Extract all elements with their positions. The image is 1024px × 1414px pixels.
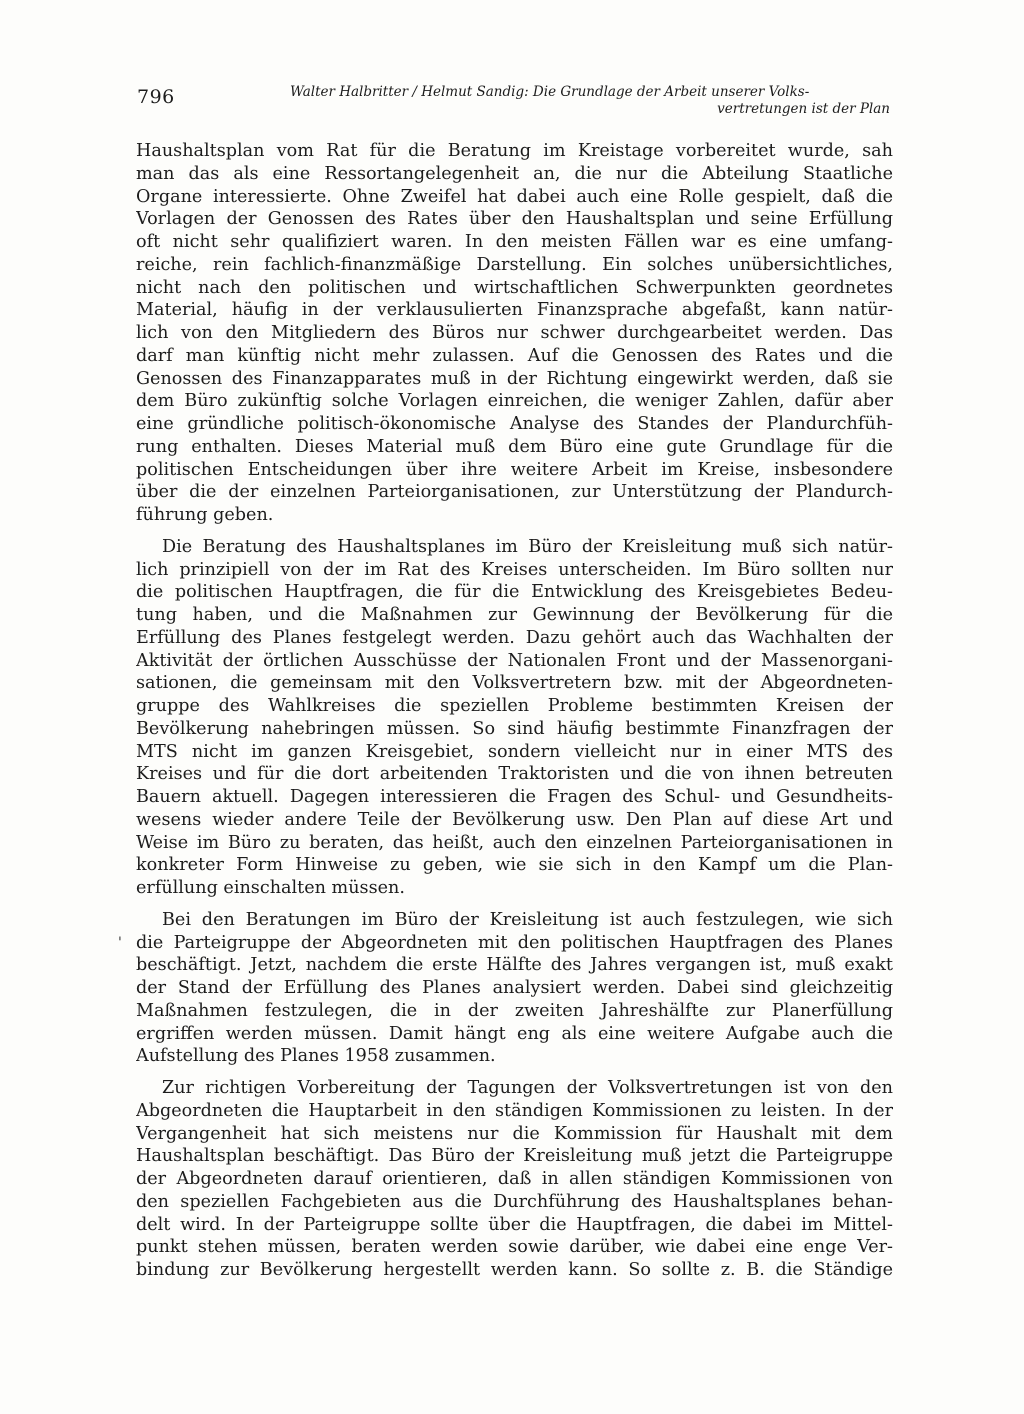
text-line: Kreises und für die dort arbeitenden Traktoristen und die von ihnen betreuten bbox=[136, 764, 893, 785]
text-line: ergriffen werden müssen. Damit hängt eng als eine weitere Aufgabe auch die bbox=[136, 1023, 893, 1044]
text-line: Die Beratung des Haushaltsplanes im Büro der Kreisleitung muß sich natür- bbox=[162, 536, 893, 557]
text-line: der Stand der Erfüllung des Planes analysiert werden. Dabei sind gleichzeitig bbox=[136, 978, 893, 998]
text-line: Zur richtigen Vorbereitung der Tagungen der Volksvertretungen ist von den bbox=[162, 1078, 893, 1098]
text-line: Weise im Büro zu beraten, das heißt, auch den einzelnen Parteiorganisationen in bbox=[136, 832, 893, 853]
text-line: Aufstellung des Planes 1958 zusammen. bbox=[136, 1046, 496, 1067]
paragraph-2 bbox=[136, 536, 893, 900]
text-line: eine gründliche politisch-ökonomische Analyse des Standes der Plandurchfüh- bbox=[136, 414, 893, 434]
paragraph-3 bbox=[136, 909, 893, 1068]
text-line: Bei den Beratungen im Büro der Kreisleitung ist auch festzulegen, wie sich bbox=[162, 909, 893, 930]
text-line: der Abgeordneten darauf orientieren, daß in allen ständigen Kommissionen von bbox=[136, 1169, 893, 1189]
text-line: Organe interessierte. Ohne Zweifel hat dabei auch eine Rolle gespielt, daß die bbox=[136, 186, 893, 207]
text-line: politischen Entscheidungen über ihre weitere Arbeit im Kreise, insbesondere bbox=[136, 459, 893, 480]
paragraph-4 bbox=[136, 1077, 893, 1282]
text-line: Haushaltsplan vom Rat für die Beratung im Kreistage vorbereitet wurde, sah bbox=[136, 141, 893, 161]
text-line: über die der einzelnen Parteiorganisationen, zur Unterstützung der Plandurch- bbox=[136, 482, 893, 503]
margin-mark: ' bbox=[118, 935, 122, 951]
text-line: den speziellen Fachgebieten aus die Durchführung des Haushaltsplanes behan- bbox=[136, 1191, 893, 1212]
text-line: Erfüllung des Planes festgelegt werden. Dazu gehört auch das Wachhalten der bbox=[136, 627, 893, 648]
paragraph-gap bbox=[136, 1068, 893, 1077]
text-line: punkt stehen müssen, beraten werden sowie darüber, wie dabei eine enge Ver- bbox=[136, 1237, 893, 1258]
text-line: oft nicht sehr qualifiziert waren. In den meisten Fällen war es eine umfang- bbox=[136, 232, 893, 252]
body-text bbox=[136, 140, 893, 1282]
text-line: beschäftigt. Jetzt, nachdem die erste Hälfte des Jahres vergangen ist, muß exakt bbox=[136, 955, 893, 976]
text-line: Genossen des Finanzapparates muß in der Richtung eingewirkt werden, daß sie bbox=[136, 368, 893, 389]
text-line: darf man künftig nicht mehr zulassen. Auf die Genossen des Rates und die bbox=[136, 345, 893, 366]
paragraph-gap bbox=[136, 900, 893, 909]
paragraph-gap bbox=[136, 527, 893, 536]
text-line: Abgeordneten die Hauptarbeit in den ständigen Kommissionen zu leisten. In der bbox=[136, 1100, 893, 1121]
text-line: Bauern aktuell. Dagegen interessieren die Fragen des Schul- und Gesundheits- bbox=[136, 787, 893, 807]
text-line: die Parteigruppe der Abgeordneten mit den politischen Hauptfragen des Planes bbox=[136, 932, 893, 953]
text-line: Haushaltsplan beschäftigt. Das Büro der Kreisleitung muß jetzt die Parteigruppe bbox=[136, 1146, 893, 1167]
text-line: sationen, die gemeinsam mit den Volksvertretern bzw. mit der Abgeordneten- bbox=[136, 673, 893, 694]
text-line: tung haben, und die Maßnahmen zur Gewinnung der Bevölkerung für die bbox=[136, 605, 893, 625]
text-line: Bevölkerung nahebringen müssen. So sind häufig bestimmte Finanzfragen der bbox=[136, 718, 893, 739]
text-line: MTS nicht im ganzen Kreisgebiet, sondern vielleicht nur in einer MTS des bbox=[136, 741, 893, 762]
text-line: Vergangenheit hat sich meistens nur die Kommission für Haushalt mit dem bbox=[136, 1123, 893, 1144]
text-line: konkreter Form Hinweise zu geben, wie sie sich in den Kampf um die Plan- bbox=[136, 855, 893, 876]
text-line: nicht nach den politischen und wirtschaftlichen Schwerpunkten geordnetes bbox=[136, 277, 893, 298]
text-line: führung geben. bbox=[136, 505, 274, 525]
text-line: gruppe des Wahlkreises die speziellen Probleme bestimmten Kreisen der bbox=[136, 696, 893, 716]
text-line: rung enthalten. Dieses Material muß dem Büro eine gute Grundlage für die bbox=[136, 436, 893, 457]
text-line: reiche, rein fachlich-finanzmäßige Darstellung. Ein solches unübersichtliches, bbox=[136, 254, 893, 275]
text-line: delt wird. In der Parteigruppe sollte über die Hauptfragen, die dabei im Mittel- bbox=[136, 1214, 893, 1235]
text-line: Material, häufig in der verklausulierten Finanzsprache abgefaßt, kann natür- bbox=[136, 300, 893, 321]
text-line: Maßnahmen festzulegen, die in der zweiten Jahreshälfte zur Planerfüllung bbox=[136, 1000, 893, 1021]
text-line: wesens wieder andere Teile der Bevölkerung usw. Den Plan auf diese Art und bbox=[136, 809, 893, 830]
text-line: man das als eine Ressortangelegenheit an, die nur die Abteilung Staatliche bbox=[136, 163, 893, 184]
paragraph-1 bbox=[136, 140, 893, 527]
text-line: erfüllung einschalten müssen. bbox=[136, 878, 405, 898]
text-line: Vorlagen der Genossen des Rates über den Haushaltsplan und seine Erfüllung bbox=[136, 209, 893, 230]
page-number: 796 bbox=[137, 86, 175, 108]
text-line: dem Büro zukünftig solche Vorlagen einreichen, die weniger Zahlen, dafür aber bbox=[136, 391, 893, 412]
text-line: lich prinzipiell von der im Rat des Kreises unterscheiden. Im Büro sollten nur bbox=[136, 559, 893, 580]
running-head-line-2: vertretungen ist der Plan bbox=[717, 101, 890, 117]
text-line: bindung zur Bevölkerung hergestellt werden kann. So sollte z. B. die Ständige bbox=[136, 1260, 893, 1280]
running-head-line-1: Walter Halbritter / Helmut Sandig: Die Grundlage der Arbeit unserer Volks- bbox=[290, 84, 810, 100]
text-line: lich von den Mitgliedern des Büros nur schwer durchgearbeitet werden. Das bbox=[136, 323, 893, 343]
text-line: Aktivität der örtlichen Ausschüsse der Nationalen Front und der Massenorgani- bbox=[136, 650, 893, 671]
text-line: die politischen Hauptfragen, die für die Entwicklung des Kreisgebietes Bedeu- bbox=[136, 582, 893, 603]
running-head bbox=[290, 84, 890, 118]
